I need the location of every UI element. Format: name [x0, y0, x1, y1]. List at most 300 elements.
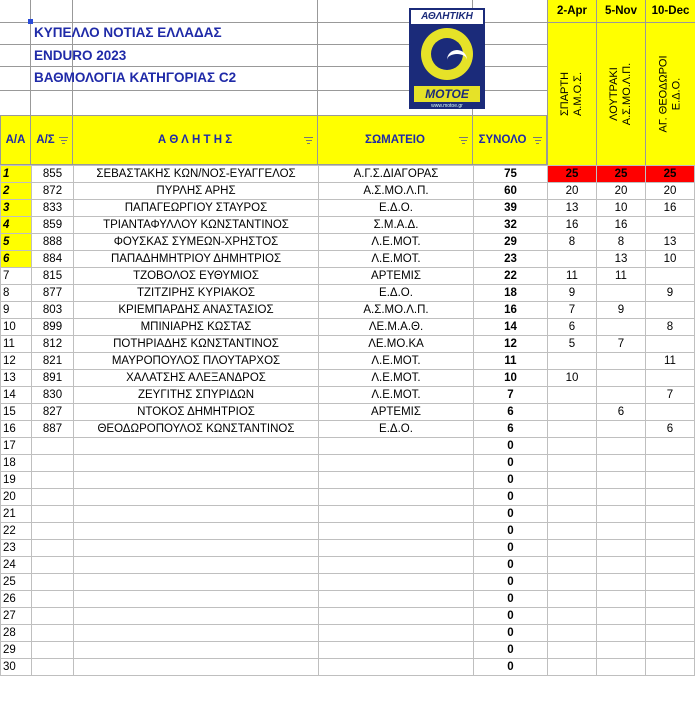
rank-cell[interactable]: 13 — [1, 370, 32, 387]
club-cell[interactable] — [319, 591, 474, 608]
race-points-cell[interactable] — [597, 591, 646, 608]
race-points-cell[interactable] — [548, 506, 597, 523]
athlete-name-cell[interactable] — [74, 591, 319, 608]
race-points-cell[interactable] — [646, 659, 695, 676]
club-cell[interactable]: ΑΡΤΕΜΙΣ — [319, 404, 474, 421]
rank-cell[interactable]: 30 — [1, 659, 32, 676]
athlete-name-cell[interactable]: ΣΕΒΑΣΤΑΚΗΣ ΚΩΝ/ΝΟΣ-ΕΥΑΓΓΕΛΟΣ — [74, 166, 319, 183]
race-number-cell[interactable]: 803 — [32, 302, 74, 319]
race-number-cell[interactable]: 812 — [32, 336, 74, 353]
rank-cell[interactable]: 17 — [1, 438, 32, 455]
club-cell[interactable] — [319, 625, 474, 642]
table-row[interactable] — [1, 608, 695, 625]
column-header-label: ΣΥΝΟΛΟ — [478, 134, 527, 146]
total-cell[interactable]: 0 — [474, 625, 548, 642]
total-cell[interactable]: 14 — [474, 319, 548, 336]
table-row[interactable] — [1, 319, 695, 336]
race-points-cell[interactable] — [646, 608, 695, 625]
race-points-cell[interactable]: 7 — [646, 387, 695, 404]
table-row[interactable] — [1, 625, 695, 642]
club-cell[interactable] — [319, 659, 474, 676]
total-cell[interactable]: 23 — [474, 251, 548, 268]
rank-cell[interactable]: 25 — [1, 574, 32, 591]
filter-icon[interactable] — [59, 137, 68, 144]
race-column-2[interactable] — [596, 0, 645, 165]
table-row[interactable] — [1, 353, 695, 370]
table-row[interactable] — [1, 234, 695, 251]
rank-cell[interactable]: 2 — [1, 183, 32, 200]
race-points-cell[interactable] — [597, 387, 646, 404]
total-cell[interactable]: 0 — [474, 455, 548, 472]
race-number-cell[interactable]: 815 — [32, 268, 74, 285]
race-points-cell[interactable] — [548, 540, 597, 557]
club-cell[interactable]: Ε.Δ.Ο. — [319, 200, 474, 217]
race-points-cell[interactable] — [597, 489, 646, 506]
race-number-cell[interactable]: 827 — [32, 404, 74, 421]
race-points-cell[interactable] — [646, 455, 695, 472]
race-points-cell[interactable] — [548, 438, 597, 455]
total-cell[interactable]: 0 — [474, 591, 548, 608]
race-points-cell[interactable] — [548, 574, 597, 591]
total-cell[interactable]: 39 — [474, 200, 548, 217]
total-cell[interactable]: 11 — [474, 353, 548, 370]
race-points-cell[interactable]: 25 — [597, 166, 646, 183]
race-number-cell[interactable]: 891 — [32, 370, 74, 387]
total-cell[interactable]: 0 — [474, 557, 548, 574]
race-points-cell[interactable] — [548, 591, 597, 608]
athlete-name-cell[interactable]: ΖΕΥΓΙΤΗΣ ΣΠΥΡΙΔΩΝ — [74, 387, 319, 404]
race-points-cell[interactable]: 8 — [548, 234, 597, 251]
race-number-cell[interactable]: 884 — [32, 251, 74, 268]
rank-cell[interactable]: 22 — [1, 523, 32, 540]
club-cell[interactable]: ΑΡΤΕΜΙΣ — [319, 268, 474, 285]
race-date: 10-Dec — [646, 0, 695, 23]
athlete-name-cell[interactable]: ΚΡΙΕΜΠΑΡΔΗΣ ΑΝΑΣΤΑΣΙΟΣ — [74, 302, 319, 319]
athlete-name-cell[interactable] — [74, 523, 319, 540]
race-points-cell[interactable] — [646, 489, 695, 506]
club-cell[interactable]: Ε.Δ.Ο. — [319, 421, 474, 438]
race-points-cell[interactable] — [646, 404, 695, 421]
rank-cell[interactable]: 15 — [1, 404, 32, 421]
race-points-cell[interactable]: 25 — [646, 166, 695, 183]
table-row[interactable] — [1, 268, 695, 285]
total-cell[interactable]: 12 — [474, 336, 548, 353]
race-number-cell[interactable]: 833 — [32, 200, 74, 217]
table-row[interactable] — [1, 523, 695, 540]
race-points-cell[interactable] — [597, 557, 646, 574]
race-points-cell[interactable] — [646, 336, 695, 353]
club-cell[interactable] — [319, 523, 474, 540]
race-venue: ΑΓ. ΘΕΟΔΩΡΟΙ Ε.Δ.Ο. — [657, 54, 683, 133]
race-points-cell[interactable] — [548, 387, 597, 404]
race-points-cell[interactable] — [646, 302, 695, 319]
table-row[interactable] — [1, 455, 695, 472]
race-date: 5-Nov — [597, 0, 645, 23]
total-cell[interactable]: 10 — [474, 370, 548, 387]
race-points-cell[interactable] — [548, 421, 597, 438]
club-cell[interactable]: ΛΕ.ΜΟ.ΚΑ — [319, 336, 474, 353]
total-cell[interactable]: 29 — [474, 234, 548, 251]
club-cell[interactable] — [319, 574, 474, 591]
race-number-cell[interactable]: 887 — [32, 421, 74, 438]
column-header-label: Α Θ Λ Η Τ Η Σ — [157, 134, 233, 146]
total-cell[interactable]: 0 — [474, 608, 548, 625]
column-header-aa[interactable] — [0, 115, 31, 165]
athlete-name-cell[interactable] — [74, 625, 319, 642]
table-row[interactable] — [1, 285, 695, 302]
athlete-name-cell[interactable] — [74, 659, 319, 676]
race-points-cell[interactable] — [646, 472, 695, 489]
race-points-cell[interactable] — [646, 523, 695, 540]
race-points-cell[interactable] — [597, 608, 646, 625]
race-points-cell[interactable]: 13 — [597, 251, 646, 268]
race-points-cell[interactable] — [548, 523, 597, 540]
rank-cell[interactable]: 18 — [1, 455, 32, 472]
race-points-cell[interactable] — [597, 574, 646, 591]
athlete-name-cell[interactable] — [74, 489, 319, 506]
total-cell[interactable]: 0 — [474, 489, 548, 506]
logo-top-text: ΑΘΛΗΤΙΚΗ — [411, 10, 483, 24]
club-cell[interactable]: Α.Γ.Σ.ΔΙΑΓΟΡΑΣ — [319, 166, 474, 183]
race-points-cell[interactable]: 8 — [646, 319, 695, 336]
rank-cell[interactable]: 23 — [1, 540, 32, 557]
rank-cell[interactable]: 4 — [1, 217, 32, 234]
race-points-cell[interactable] — [597, 472, 646, 489]
race-points-cell[interactable] — [597, 506, 646, 523]
athlete-name-cell[interactable] — [74, 506, 319, 523]
rank-cell[interactable]: 7 — [1, 268, 32, 285]
race-points-cell[interactable] — [646, 540, 695, 557]
table-row[interactable] — [1, 421, 695, 438]
race-number-cell[interactable]: 830 — [32, 387, 74, 404]
club-cell[interactable] — [319, 506, 474, 523]
race-points-cell[interactable] — [548, 472, 597, 489]
race-points-cell[interactable]: 7 — [548, 302, 597, 319]
race-points-cell[interactable]: 7 — [597, 336, 646, 353]
athlete-name-cell[interactable] — [74, 557, 319, 574]
athlete-name-cell[interactable]: ΧΑΛΑΤΣΗΣ ΑΛΕΞΑΝΔΡΟΣ — [74, 370, 319, 387]
race-points-cell[interactable] — [597, 353, 646, 370]
rank-cell[interactable]: 12 — [1, 353, 32, 370]
athlete-name-cell[interactable] — [74, 642, 319, 659]
athlete-name-cell[interactable] — [74, 438, 319, 455]
club-cell[interactable] — [319, 608, 474, 625]
table-row[interactable] — [1, 489, 695, 506]
race-points-cell[interactable] — [646, 642, 695, 659]
selection-handle[interactable] — [28, 19, 33, 24]
athlete-name-cell[interactable]: ΤΖΟΒΟΛΟΣ ΕΥΘΥΜΙΟΣ — [74, 268, 319, 285]
filter-icon[interactable] — [459, 137, 468, 144]
column-header-as[interactable] — [31, 115, 73, 165]
race-number-cell[interactable] — [32, 608, 74, 625]
race-points-cell[interactable]: 16 — [646, 200, 695, 217]
title-line-3: ΒΑΘΜΟΛΟΓΙΑ ΚΑΤΗΓΟΡΙΑΣ C2 — [34, 70, 237, 85]
rank-cell[interactable]: 28 — [1, 625, 32, 642]
total-cell[interactable]: 7 — [474, 387, 548, 404]
race-points-cell[interactable]: 13 — [548, 200, 597, 217]
rank-cell[interactable]: 29 — [1, 642, 32, 659]
club-cell[interactable]: Λ.Ε.ΜΟΤ. — [319, 387, 474, 404]
total-cell[interactable]: 0 — [474, 438, 548, 455]
rank-cell[interactable]: 21 — [1, 506, 32, 523]
table-row[interactable] — [1, 370, 695, 387]
athlete-name-cell[interactable] — [74, 608, 319, 625]
total-cell[interactable]: 32 — [474, 217, 548, 234]
total-cell[interactable]: 0 — [474, 472, 548, 489]
club-cell[interactable] — [319, 642, 474, 659]
grid-line — [317, 0, 318, 115]
race-points-cell[interactable]: 9 — [597, 302, 646, 319]
table-row[interactable] — [1, 217, 695, 234]
race-points-cell[interactable] — [646, 370, 695, 387]
race-number-cell[interactable] — [32, 625, 74, 642]
race-number-cell[interactable] — [32, 591, 74, 608]
column-header-club[interactable] — [318, 115, 473, 165]
race-number-cell[interactable] — [32, 472, 74, 489]
race-points-cell[interactable] — [548, 353, 597, 370]
race-points-cell[interactable] — [548, 489, 597, 506]
race-points-cell[interactable]: 16 — [597, 217, 646, 234]
club-cell[interactable]: Λ.Ε.ΜΟΤ. — [319, 251, 474, 268]
race-points-cell[interactable] — [597, 370, 646, 387]
race-points-cell[interactable]: 6 — [646, 421, 695, 438]
race-points-cell[interactable] — [597, 625, 646, 642]
club-cell[interactable] — [319, 489, 474, 506]
club-cell[interactable]: Σ.Μ.Α.Δ. — [319, 217, 474, 234]
race-points-cell[interactable] — [597, 642, 646, 659]
rank-cell[interactable]: 27 — [1, 608, 32, 625]
column-header-label: ΣΩΜΑΤΕΙΟ — [365, 134, 425, 146]
race-number-cell[interactable]: 859 — [32, 217, 74, 234]
race-points-cell[interactable]: 5 — [548, 336, 597, 353]
race-venue: ΣΠΑΡΤΗ Α.Μ.Ο.Σ. — [559, 71, 584, 116]
rank-cell[interactable]: 3 — [1, 200, 32, 217]
race-number-cell[interactable] — [32, 506, 74, 523]
athlete-name-cell[interactable]: ΠΑΠΑΓΕΩΡΓΙΟΥ ΣΤΑΥΡΟΣ — [74, 200, 319, 217]
club-cell[interactable]: Α.Σ.ΜΟ.Λ.Π. — [319, 183, 474, 200]
race-number-cell[interactable] — [32, 642, 74, 659]
race-points-cell[interactable] — [597, 455, 646, 472]
rank-cell[interactable]: 19 — [1, 472, 32, 489]
race-points-cell[interactable]: 10 — [548, 370, 597, 387]
race-points-cell[interactable]: 10 — [646, 251, 695, 268]
race-number-cell[interactable]: 877 — [32, 285, 74, 302]
total-cell[interactable]: 22 — [474, 268, 548, 285]
race-points-cell[interactable]: 20 — [548, 183, 597, 200]
club-cell[interactable] — [319, 438, 474, 455]
table-row[interactable] — [1, 591, 695, 608]
table-row[interactable] — [1, 659, 695, 676]
standings-table — [0, 165, 695, 676]
total-cell[interactable]: 18 — [474, 285, 548, 302]
race-number-cell[interactable]: 888 — [32, 234, 74, 251]
table-row[interactable] — [1, 336, 695, 353]
total-cell[interactable]: 0 — [474, 506, 548, 523]
athlete-name-cell[interactable]: ΘΕΟΔΩΡΟΠΟΥΛΟΣ ΚΩΝΣΤΑΝΤΙΝΟΣ — [74, 421, 319, 438]
athlete-name-cell[interactable]: ΠΥΡΛΗΣ ΑΡΗΣ — [74, 183, 319, 200]
club-cell[interactable] — [319, 540, 474, 557]
race-number-cell[interactable]: 872 — [32, 183, 74, 200]
athlete-name-cell[interactable] — [74, 472, 319, 489]
rank-cell[interactable]: 24 — [1, 557, 32, 574]
total-cell[interactable]: 0 — [474, 574, 548, 591]
logo-bottom-text: ΜΟΤΟΕ — [414, 86, 480, 102]
race-points-cell[interactable]: 10 — [597, 200, 646, 217]
total-cell[interactable]: 75 — [474, 166, 548, 183]
race-points-cell[interactable] — [597, 523, 646, 540]
race-points-cell[interactable] — [597, 659, 646, 676]
rank-cell[interactable]: 1 — [1, 166, 32, 183]
rank-cell[interactable]: 6 — [1, 251, 32, 268]
rank-cell[interactable]: 8 — [1, 285, 32, 302]
race-number-cell[interactable]: 855 — [32, 166, 74, 183]
race-number-cell[interactable] — [32, 523, 74, 540]
club-cell[interactable]: Λ.Ε.ΜΟΤ. — [319, 234, 474, 251]
athlete-name-cell[interactable]: ΦΟΥΣΚΑΣ ΣΥΜΕΩΝ-ΧΡΗΣΤΟΣ — [74, 234, 319, 251]
race-points-cell[interactable]: 20 — [597, 183, 646, 200]
race-points-cell[interactable]: 6 — [548, 319, 597, 336]
race-points-cell[interactable] — [646, 217, 695, 234]
race-points-cell[interactable] — [548, 455, 597, 472]
race-points-cell[interactable] — [646, 591, 695, 608]
race-points-cell[interactable]: 6 — [597, 404, 646, 421]
total-cell[interactable]: 6 — [474, 421, 548, 438]
race-points-cell[interactable] — [548, 404, 597, 421]
rank-cell[interactable]: 10 — [1, 319, 32, 336]
athlete-name-cell[interactable] — [74, 455, 319, 472]
table-row[interactable] — [1, 540, 695, 557]
table-row[interactable] — [1, 642, 695, 659]
table-row[interactable] — [1, 251, 695, 268]
race-points-cell[interactable] — [646, 574, 695, 591]
total-cell[interactable]: 0 — [474, 523, 548, 540]
race-points-cell[interactable] — [597, 438, 646, 455]
race-points-cell[interactable] — [548, 659, 597, 676]
club-cell[interactable]: Α.Σ.ΜΟ.Λ.Π. — [319, 302, 474, 319]
race-points-cell[interactable]: 16 — [548, 217, 597, 234]
club-cell[interactable]: Λ.Ε.ΜΟΤ. — [319, 370, 474, 387]
race-number-cell[interactable] — [32, 557, 74, 574]
athlete-name-cell[interactable] — [74, 574, 319, 591]
table-row[interactable] — [1, 472, 695, 489]
rank-cell[interactable]: 16 — [1, 421, 32, 438]
club-cell[interactable]: Λ.Ε.ΜΟΤ. — [319, 353, 474, 370]
total-cell[interactable]: 16 — [474, 302, 548, 319]
race-points-cell[interactable] — [597, 421, 646, 438]
race-points-cell[interactable]: 11 — [646, 353, 695, 370]
race-points-cell[interactable]: 13 — [646, 234, 695, 251]
race-points-cell[interactable] — [646, 506, 695, 523]
total-cell[interactable]: 0 — [474, 659, 548, 676]
club-cell[interactable] — [319, 455, 474, 472]
race-number-cell[interactable] — [32, 574, 74, 591]
column-header-total[interactable] — [473, 115, 547, 165]
race-points-cell[interactable] — [646, 625, 695, 642]
athlete-name-cell[interactable]: ΤΖΙΤΖΙΡΗΣ ΚΥΡΙΑΚΟΣ — [74, 285, 319, 302]
race-number-cell[interactable] — [32, 489, 74, 506]
athlete-name-cell[interactable]: ΝΤΟΚΟΣ ΔΗΜΗΤΡΙΟΣ — [74, 404, 319, 421]
club-cell[interactable] — [319, 557, 474, 574]
club-cell[interactable]: ΛΕ.Μ.Α.Θ. — [319, 319, 474, 336]
race-column-3[interactable] — [645, 0, 695, 165]
race-number-cell[interactable] — [32, 540, 74, 557]
race-points-cell[interactable] — [646, 557, 695, 574]
race-points-cell[interactable]: 20 — [646, 183, 695, 200]
race-points-cell[interactable]: 9 — [646, 285, 695, 302]
race-points-cell[interactable] — [646, 268, 695, 285]
total-cell[interactable]: 0 — [474, 540, 548, 557]
race-points-cell[interactable] — [548, 625, 597, 642]
race-points-cell[interactable]: 25 — [548, 166, 597, 183]
table-row[interactable] — [1, 404, 695, 421]
table-row[interactable] — [1, 200, 695, 217]
race-number-cell[interactable] — [32, 455, 74, 472]
total-cell[interactable]: 60 — [474, 183, 548, 200]
table-row[interactable] — [1, 302, 695, 319]
athlete-name-cell[interactable]: ΜΑΥΡΟΠΟΥΛΟΣ ΠΛΟΥΤΑΡΧΟΣ — [74, 353, 319, 370]
race-points-cell[interactable] — [548, 608, 597, 625]
race-number-cell[interactable]: 899 — [32, 319, 74, 336]
race-points-cell[interactable] — [646, 438, 695, 455]
grid-line — [30, 0, 31, 115]
race-points-cell[interactable]: 9 — [548, 285, 597, 302]
race-points-cell[interactable]: 8 — [597, 234, 646, 251]
race-points-cell[interactable] — [548, 557, 597, 574]
column-header-athlete[interactable] — [73, 115, 318, 165]
table-row[interactable] — [1, 183, 695, 200]
athlete-name-cell[interactable] — [74, 540, 319, 557]
rank-cell[interactable]: 11 — [1, 336, 32, 353]
athlete-name-cell[interactable]: ΜΠΙΝΙΑΡΗΣ ΚΩΣΤΑΣ — [74, 319, 319, 336]
race-number-cell[interactable]: 821 — [32, 353, 74, 370]
column-header-label: Α/Α — [5, 134, 26, 146]
race-column-1[interactable] — [547, 0, 596, 165]
rank-cell[interactable]: 26 — [1, 591, 32, 608]
race-points-cell[interactable] — [597, 285, 646, 302]
race-points-cell[interactable] — [597, 540, 646, 557]
race-points-cell[interactable] — [548, 642, 597, 659]
race-number-cell[interactable] — [32, 659, 74, 676]
athlete-name-cell[interactable]: ΠΑΠΑΔΗΜΗΤΡΙΟΥ ΔΗΜΗΤΡΙΟΣ — [74, 251, 319, 268]
race-date: 2-Apr — [548, 0, 596, 23]
total-cell[interactable]: 6 — [474, 404, 548, 421]
club-cell[interactable]: Ε.Δ.Ο. — [319, 285, 474, 302]
table-row[interactable] — [1, 574, 695, 591]
rank-cell[interactable]: 14 — [1, 387, 32, 404]
rank-cell[interactable]: 5 — [1, 234, 32, 251]
race-number-cell[interactable] — [32, 438, 74, 455]
table-row[interactable] — [1, 166, 695, 183]
total-cell[interactable]: 0 — [474, 642, 548, 659]
table-row[interactable] — [1, 387, 695, 404]
table-row[interactable] — [1, 557, 695, 574]
filter-icon[interactable] — [304, 137, 313, 144]
race-points-cell[interactable]: 11 — [597, 268, 646, 285]
athlete-name-cell[interactable]: ΠΟΤΗΡΙΑΔΗΣ ΚΩΝΣΤΑΝΤΙΝΟΣ — [74, 336, 319, 353]
race-points-cell[interactable] — [548, 251, 597, 268]
table-row[interactable] — [1, 438, 695, 455]
race-points-cell[interactable]: 11 — [548, 268, 597, 285]
table-row[interactable] — [1, 506, 695, 523]
rank-cell[interactable]: 20 — [1, 489, 32, 506]
filter-icon[interactable] — [533, 137, 542, 144]
title-line-2: ENDURO 2023 — [34, 48, 127, 63]
athlete-name-cell[interactable]: ΤΡΙΑΝΤΑΦΥΛΛΟΥ ΚΩΝΣΤΑΝΤΙΝΟΣ — [74, 217, 319, 234]
title-line-1: ΚΥΠΕΛΛΟ ΝΟΤΙΑΣ ΕΛΛΑΔΑΣ — [34, 25, 222, 40]
race-points-cell[interactable] — [597, 319, 646, 336]
club-cell[interactable] — [319, 472, 474, 489]
rank-cell[interactable]: 9 — [1, 302, 32, 319]
